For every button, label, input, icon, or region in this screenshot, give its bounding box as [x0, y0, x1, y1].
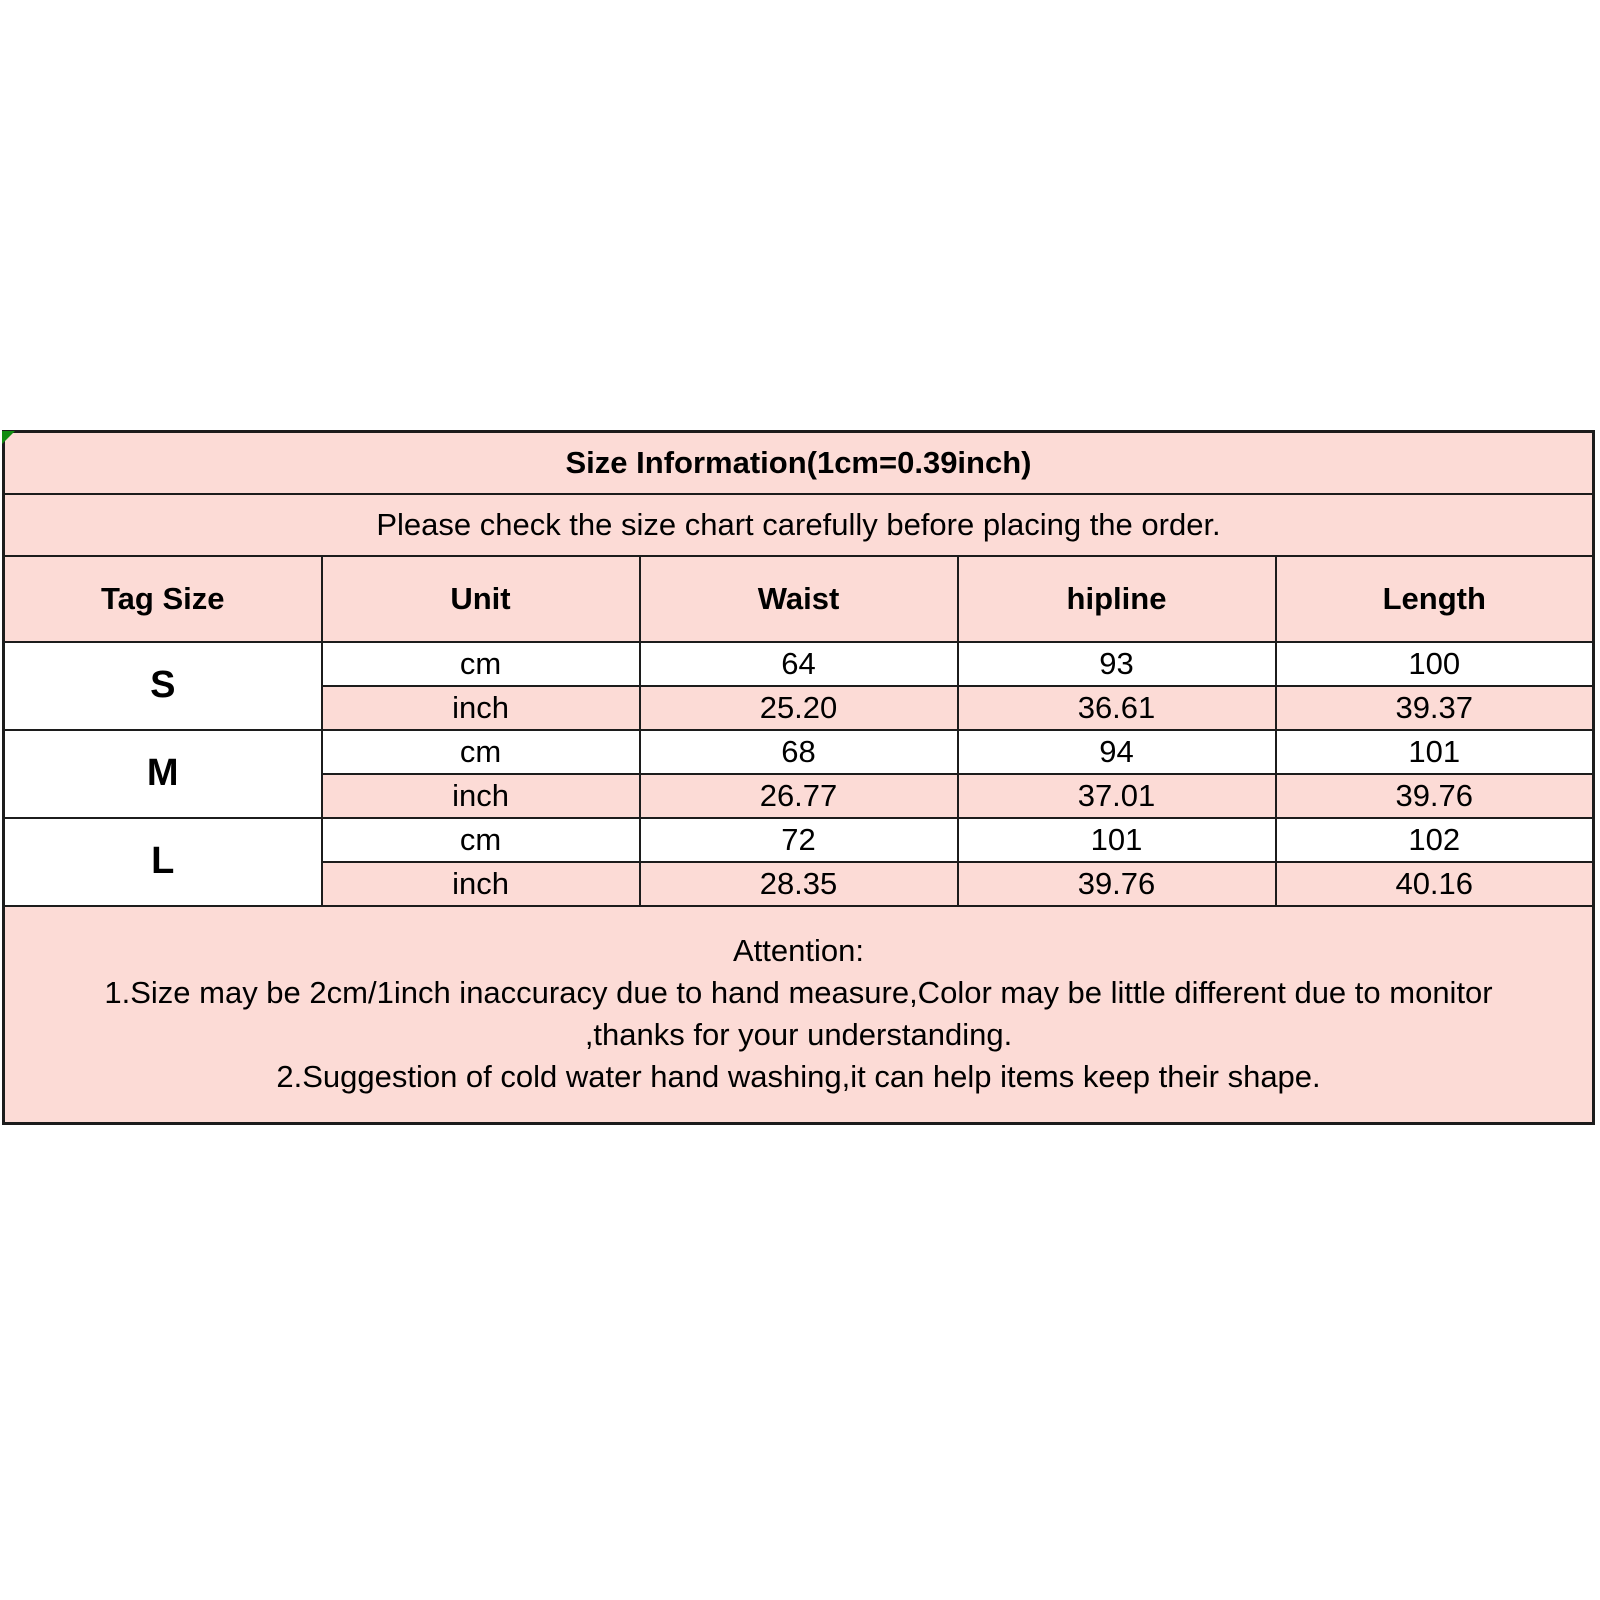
- attention-line-3: 2.Suggestion of cold water hand washing,it can help items keep their shape.: [276, 1059, 1321, 1095]
- unit-label: cm: [322, 730, 640, 774]
- waist-value: 68: [640, 730, 958, 774]
- unit-label: cm: [322, 818, 640, 862]
- column-header-hipline: hipline: [958, 556, 1276, 642]
- title-row: [4, 432, 1594, 494]
- green-corner-marker: [2, 431, 15, 444]
- column-header-unit: Unit: [322, 556, 640, 642]
- hipline-value: 101: [958, 818, 1276, 862]
- hipline-value: 93: [958, 642, 1276, 686]
- length-value: 40.16: [1276, 862, 1594, 906]
- length-value: 100: [1276, 642, 1594, 686]
- attention-line-2: ,thanks for your understanding.: [584, 1017, 1013, 1053]
- waist-value: 28.35: [640, 862, 958, 906]
- unit-label: inch: [322, 862, 640, 906]
- size-chart: [2, 430, 1595, 1125]
- subtitle-row: [4, 494, 1594, 556]
- waist-value: 72: [640, 818, 958, 862]
- attention-cell: [4, 906, 1594, 1124]
- table-row-l-cm: [4, 818, 1594, 862]
- tag-size-m: M: [4, 730, 322, 818]
- waist-value: 64: [640, 642, 958, 686]
- tag-size-s: S: [4, 642, 322, 730]
- length-value: 101: [1276, 730, 1594, 774]
- table-title: Size Information(1cm=0.39inch): [4, 432, 1594, 494]
- waist-value: 26.77: [640, 774, 958, 818]
- hipline-value: 94: [958, 730, 1276, 774]
- length-value: 39.37: [1276, 686, 1594, 730]
- attention-row: [4, 906, 1594, 1124]
- unit-label: cm: [322, 642, 640, 686]
- tag-size-l: L: [4, 818, 322, 906]
- hipline-value: 37.01: [958, 774, 1276, 818]
- hipline-value: 39.76: [958, 862, 1276, 906]
- header-row: [4, 556, 1594, 642]
- hipline-value: 36.61: [958, 686, 1276, 730]
- waist-value: 25.20: [640, 686, 958, 730]
- column-header-waist: Waist: [640, 556, 958, 642]
- length-value: 39.76: [1276, 774, 1594, 818]
- table-subtitle: Please check the size chart carefully before placing the order.: [4, 494, 1594, 556]
- column-header-length: Length: [1276, 556, 1594, 642]
- length-value: 102: [1276, 818, 1594, 862]
- column-header-tag-size: Tag Size: [4, 556, 322, 642]
- attention-heading: Attention:: [733, 933, 864, 969]
- table-row-s-cm: [4, 642, 1594, 686]
- unit-label: inch: [322, 686, 640, 730]
- unit-label: inch: [322, 774, 640, 818]
- size-chart-table: [2, 430, 1595, 1125]
- table-row-m-cm: [4, 730, 1594, 774]
- attention-line-1: 1.Size may be 2cm/1inch inaccuracy due to hand measure,Color may be little different due to monitor: [104, 975, 1493, 1011]
